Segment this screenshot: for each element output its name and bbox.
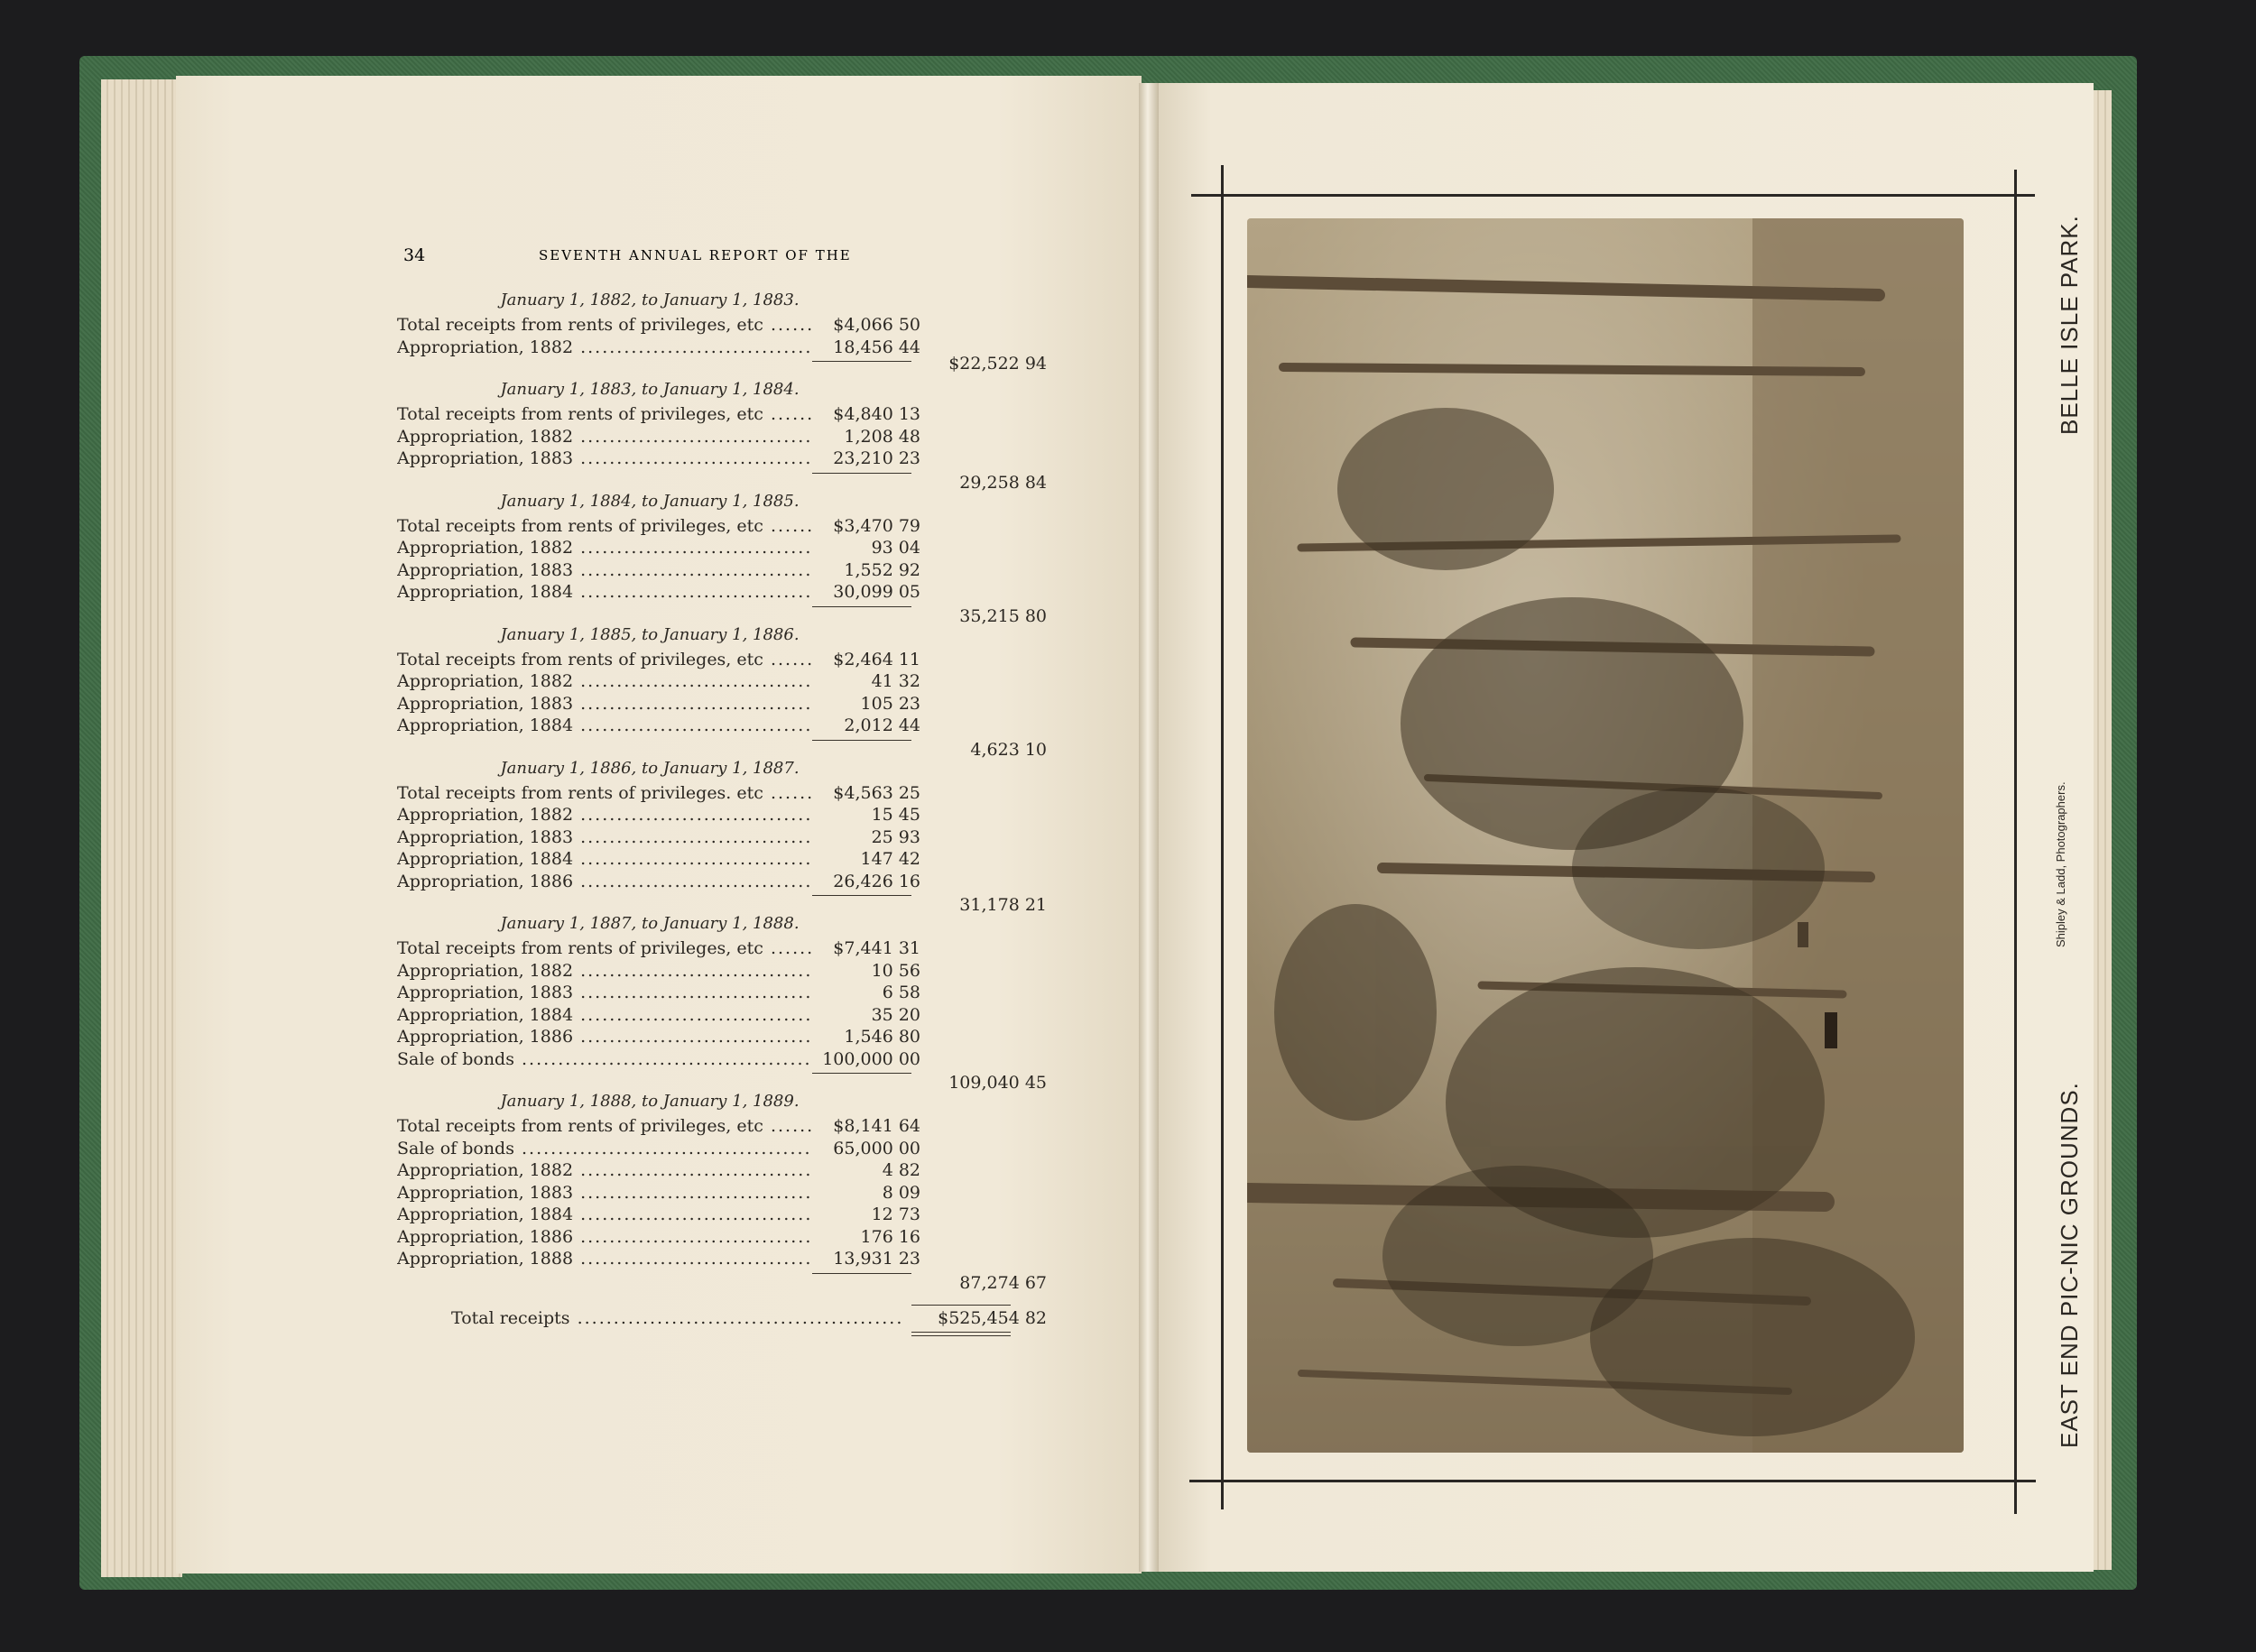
park-name: BELLE ISLE PARK. [2056, 215, 2083, 435]
ledger-row [397, 872, 920, 893]
ledger-row [397, 827, 920, 849]
row-amount: 12 73 [871, 1204, 920, 1224]
section-subtotal: $22,522 94 [948, 354, 1047, 374]
section-subtotal: 4,623 10 [970, 739, 1047, 760]
running-title: SEVENTH ANNUAL REPORT OF THE [539, 247, 852, 263]
ledger-row [397, 1005, 920, 1027]
ledger-row [397, 938, 920, 960]
row-amount: 100,000 00 [822, 1048, 920, 1069]
ledger-row [397, 1249, 920, 1270]
row-label: Appropriation, 1882 ..... [397, 1160, 812, 1180]
row-amount: $8,141 64 [833, 1116, 920, 1136]
row-label: Appropriation, 1882 ..... [397, 337, 812, 357]
ledger-row [397, 315, 920, 337]
row-label: Sale of bonds ..... [397, 1049, 812, 1069]
ledger-row [397, 1139, 920, 1160]
section-subtotal: 109,040 45 [948, 1073, 1047, 1093]
section-heading: January 1, 1885, to January 1, 1886. [500, 624, 800, 644]
row-label: Appropriation, 1883 ..... [397, 694, 812, 714]
ledger-row [397, 650, 920, 671]
row-amount: 10 56 [871, 960, 920, 981]
row-amount: 176 16 [860, 1226, 920, 1247]
row-label: Appropriation, 1888 ..... [397, 1249, 812, 1269]
row-label: Appropriation, 1884 ..... [397, 1005, 812, 1025]
row-label: Appropriation, 1883 ..... [397, 983, 812, 1002]
section-subtotal: 29,258 84 [959, 472, 1047, 493]
row-amount: $4,563 25 [833, 782, 920, 803]
row-amount: 105 23 [860, 693, 920, 714]
total-rule-top [911, 1305, 1011, 1306]
ledger-row [397, 849, 920, 871]
row-amount: 147 42 [860, 849, 920, 869]
row-label: Total receipts from rents of privileges, etc ..... [397, 1116, 812, 1136]
row-amount: 1,208 48 [844, 426, 920, 447]
ledger-row [397, 560, 920, 582]
frame-line-left [1221, 165, 1224, 1509]
ledger-row [397, 715, 920, 737]
row-label: Appropriation, 1883 ..... [397, 560, 812, 580]
row-amount: 25 93 [871, 826, 920, 847]
section-heading: January 1, 1887, to January 1, 1888. [500, 914, 800, 933]
subtotal-rule [812, 1073, 911, 1074]
running-head [403, 245, 981, 267]
plate-caption-main [2056, 1082, 2084, 1448]
total-rule-bottom-2 [911, 1335, 1011, 1336]
row-label: Total receipts from rents of privileges. etc ..... [397, 783, 812, 803]
row-label: Total receipts from rents of privileges, etc ..... [397, 404, 812, 424]
ledger-row [397, 805, 920, 826]
ledger-row [397, 1049, 920, 1071]
frame-line-right [2014, 170, 2017, 1514]
row-label: Appropriation, 1884 ..... [397, 582, 812, 602]
frame-line-top [1191, 194, 2035, 197]
row-amount: 41 32 [871, 671, 920, 691]
row-amount: $4,840 13 [833, 404, 920, 424]
ledger-row [397, 983, 920, 1004]
row-amount: $3,470 79 [833, 515, 920, 536]
row-label: Appropriation, 1883 ..... [397, 827, 812, 847]
row-amount: 26,426 16 [833, 871, 920, 891]
subtotal-rule [812, 606, 911, 607]
subtotal-rule [812, 361, 911, 362]
row-amount: 2,012 44 [844, 715, 920, 735]
row-label: Total receipts from rents of privileges, etc ..... [397, 650, 812, 669]
row-label: Appropriation, 1882 ..... [397, 671, 812, 691]
section-subtotal: 35,215 80 [959, 605, 1047, 626]
row-label: Appropriation, 1882 ..... [397, 961, 812, 981]
subtotal-rule [812, 473, 911, 474]
row-label: Appropriation, 1883 ..... [397, 448, 812, 468]
row-amount: $2,464 11 [833, 649, 920, 669]
ledger-row [397, 448, 920, 470]
row-label: Total receipts from rents of privileges, etc ..... [397, 938, 812, 958]
ledger-row [397, 671, 920, 693]
row-label: Appropriation, 1883 ..... [397, 1183, 812, 1203]
frame-line-bottom [1189, 1480, 2036, 1482]
ledger-row [397, 783, 920, 805]
row-label: Appropriation, 1884 ..... [397, 1204, 812, 1224]
ledger-row [397, 582, 920, 604]
photographer-credit [2054, 781, 2067, 947]
row-label: Appropriation, 1882 ..... [397, 538, 812, 558]
row-label: Appropriation, 1886 ..... [397, 1227, 812, 1247]
row-amount: 65,000 00 [833, 1138, 920, 1158]
row-amount: $4,066 50 [833, 315, 920, 335]
section-heading: January 1, 1888, to January 1, 1889. [500, 1092, 800, 1111]
section-heading: January 1, 1884, to January 1, 1885. [500, 491, 800, 511]
ledger-row [397, 1116, 920, 1138]
ledger-row [397, 516, 920, 538]
row-amount: 93 04 [871, 538, 920, 558]
plate-caption: EAST END PIC-NIC GROUNDS. [2056, 1082, 2083, 1448]
row-amount: 30,099 05 [833, 582, 920, 602]
row-amount: 18,456 44 [833, 337, 920, 357]
row-label: Appropriation, 1886 ..... [397, 872, 812, 891]
row-amount: 6 58 [882, 983, 920, 1002]
row-amount: 1,546 80 [844, 1027, 920, 1047]
total-rule-bottom-1 [911, 1332, 1011, 1333]
section-heading: January 1, 1886, to January 1, 1887. [500, 758, 800, 778]
subtotal-rule [812, 895, 911, 896]
row-label: Appropriation, 1882 ..... [397, 805, 812, 825]
section-subtotal: 31,178 21 [959, 895, 1047, 915]
tree-illustration [1247, 218, 1964, 1453]
section-heading: January 1, 1882, to January 1, 1883. [500, 291, 800, 309]
photograph [1247, 218, 1964, 1453]
section-subtotal: 87,274 67 [959, 1272, 1047, 1293]
row-label: Total receipts from rents of privileges, etc ..... [397, 315, 812, 335]
row-amount: 4 82 [882, 1160, 920, 1180]
ledger-row [397, 427, 920, 448]
row-amount: 1,552 92 [844, 559, 920, 580]
ledger-row [397, 961, 920, 983]
row-label: Appropriation, 1886 ..... [397, 1027, 812, 1047]
ledger-row [397, 1204, 920, 1226]
page-number: 34 [403, 245, 426, 265]
ledger-row [397, 1183, 920, 1204]
ledger-row [397, 694, 920, 715]
ledger-row [397, 337, 920, 359]
ledger-row [397, 538, 920, 559]
row-label: Total receipts from rents of privileges, etc ..... [397, 516, 812, 536]
subtotal-rule [812, 1273, 911, 1274]
credit-text: Shipley & Ladd, Photographers. [2054, 781, 2067, 947]
row-label: Sale of bonds ..... [397, 1139, 812, 1158]
row-amount: 13,931 23 [833, 1249, 920, 1269]
row-label: Appropriation, 1884 ..... [397, 715, 812, 735]
total-label: Total receipts ..... [451, 1308, 902, 1328]
row-amount: 8 09 [882, 1182, 920, 1203]
row-amount: 35 20 [871, 1004, 920, 1025]
row-label: Appropriation, 1882 ..... [397, 427, 812, 447]
row-label: Appropriation, 1884 ..... [397, 849, 812, 869]
ledger-row [397, 1027, 920, 1048]
row-amount: 15 45 [871, 805, 920, 825]
ledger-row [397, 1227, 920, 1249]
ledger-row [397, 404, 920, 426]
section-heading: January 1, 1883, to January 1, 1884. [500, 380, 800, 399]
row-amount: 23,210 23 [833, 448, 920, 468]
subtotal-rule [812, 740, 911, 741]
ledger-row [397, 1160, 920, 1182]
page-edges-left [101, 79, 182, 1577]
total-receipts-row [451, 1308, 1047, 1332]
book-gutter [1139, 83, 1159, 1572]
row-amount: $7,441 31 [833, 938, 920, 958]
plate-caption-park [2056, 215, 2084, 435]
total-amount: $525,454 82 [938, 1307, 1047, 1328]
